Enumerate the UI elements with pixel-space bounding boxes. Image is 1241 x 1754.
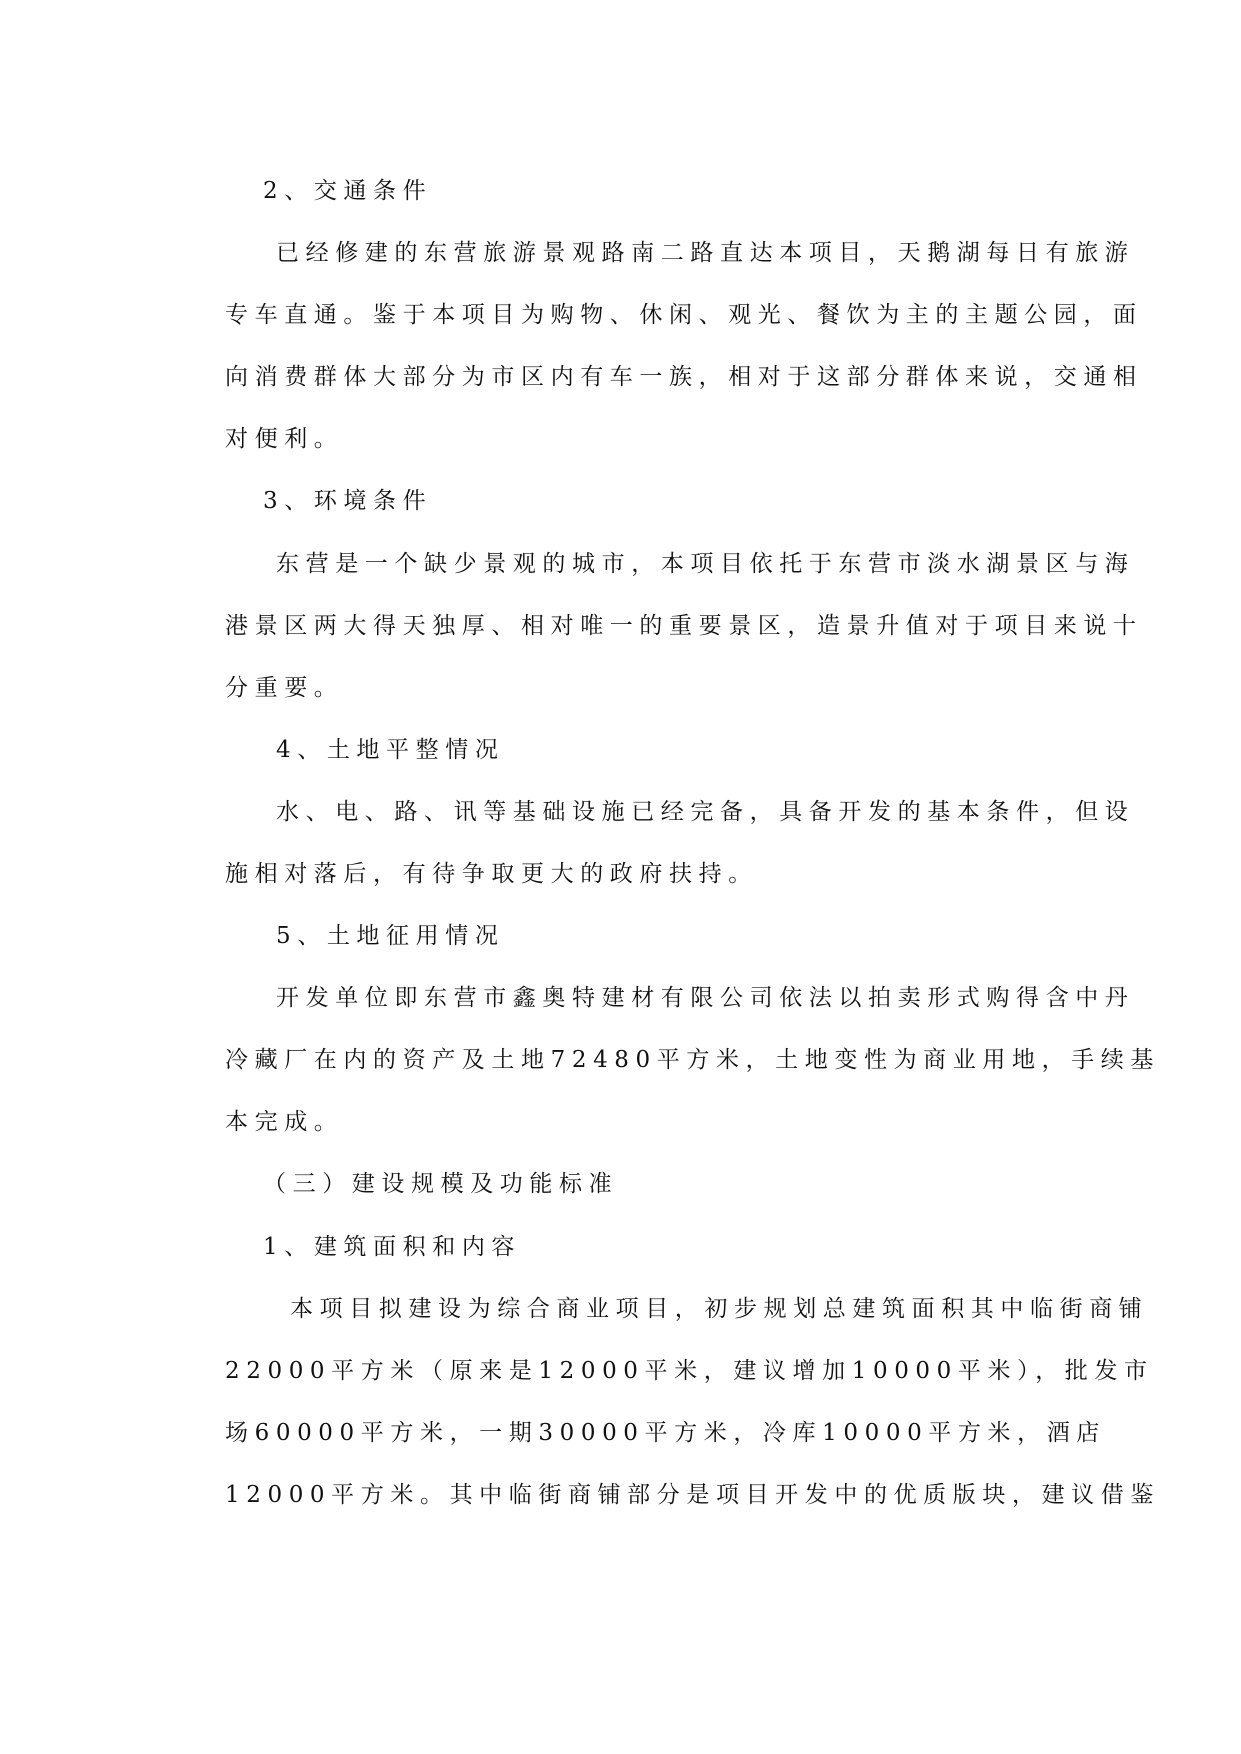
paragraph-line: 港景区两大得天独厚、相对唯一的重要景区，造景升值对于项目来说十	[225, 613, 1143, 639]
heading-land-acquisition: 5、土地征用情况	[276, 923, 505, 949]
paragraph-line: 12000平方米。其中临街商铺部分是项目开发中的优质版块，建议借鉴	[225, 1482, 1160, 1508]
heading-construction-scale: （三）建设规模及功能标准	[263, 1171, 619, 1197]
paragraph-line: 本项目拟建设为综合商业项目，初步规划总建筑面积其中临街商铺	[290, 1296, 1149, 1322]
paragraph-line: 已经修建的东营旅游景观路南二路直达本项目，天鹅湖每日有旅游	[276, 240, 1135, 266]
paragraph-line: 本完成。	[225, 1109, 344, 1135]
heading-land-leveling: 4、土地平整情况	[276, 737, 505, 763]
paragraph-line: 开发单位即东营市鑫奥特建材有限公司依法以拍卖形式购得含中丹	[276, 985, 1135, 1011]
paragraph-line: 专车直通。鉴于本项目为购物、休闲、观光、餐饮为主的主题公园，面	[225, 302, 1143, 328]
paragraph-line: 冷藏厂在内的资产及土地72480平方米，土地变性为商业用地，手续基	[225, 1047, 1160, 1073]
paragraph-line: 22000平方米（原来是12000平米，建议增加10000平米），批发市	[225, 1358, 1154, 1384]
heading-traffic-conditions: 2、交通条件	[263, 178, 433, 204]
paragraph-line: 分重要。	[225, 675, 344, 701]
paragraph-line: 水、电、路、讯等基础设施已经完备，具备开发的基本条件，但设	[276, 799, 1135, 825]
paragraph-line: 对便利。	[225, 426, 344, 452]
paragraph-line: 施相对落后，有待争取更大的政府扶持。	[225, 861, 758, 887]
paragraph-line: 场60000平方米，一期30000平方米，冷库10000平方米，酒店	[225, 1420, 1106, 1446]
paragraph-line: 向消费群体大部分为市区内有车一族，相对于这部分群体来说，交通相	[225, 364, 1143, 390]
paragraph-line: 东营是一个缺少景观的城市，本项目依托于东营市淡水湖景区与海	[276, 551, 1135, 577]
heading-environment-conditions: 3、环境条件	[263, 488, 433, 514]
heading-building-area: 1、建筑面积和内容	[263, 1234, 522, 1260]
